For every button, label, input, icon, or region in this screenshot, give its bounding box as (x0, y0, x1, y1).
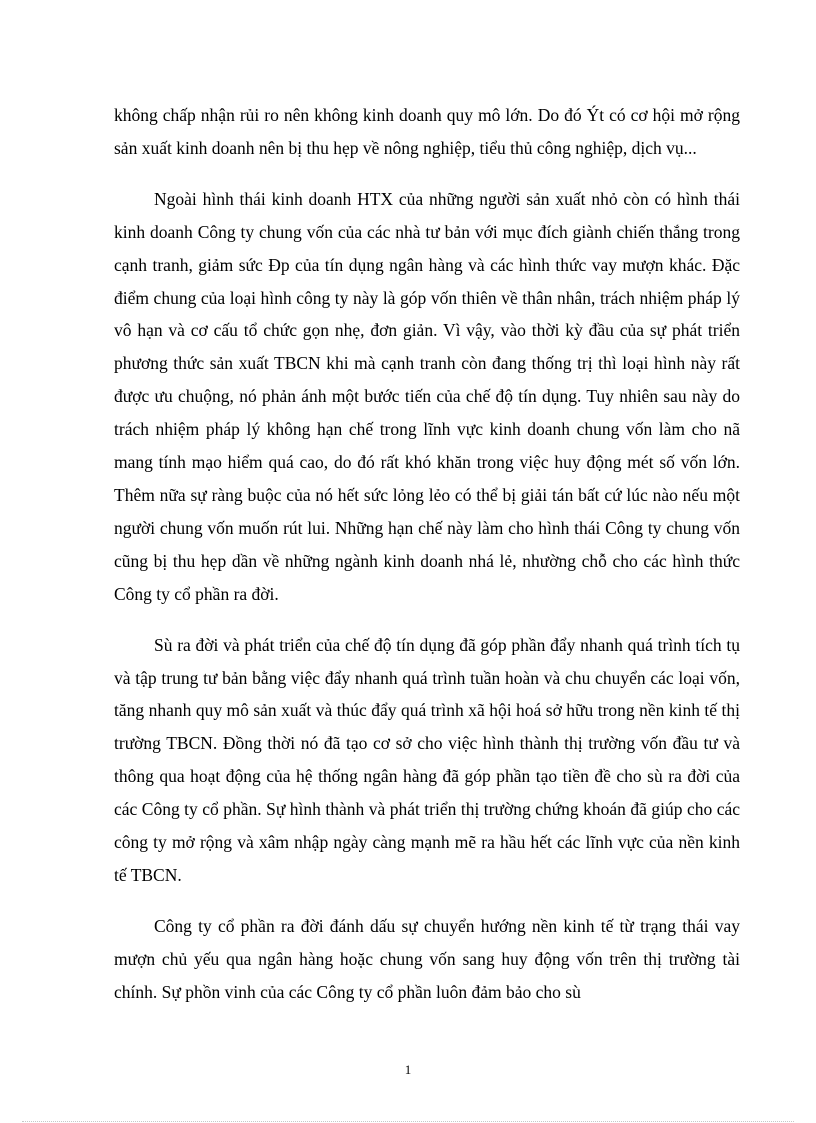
body-text (114, 99, 740, 1009)
paragraph-4: Công ty cổ phần ra đời đánh dấu sự chuyển hướng nền kinh tế từ trạng thái vay mượn chủ yếu qua ngân hàng hoặc chung vốn sang huy động vốn trên thị trường tài chính. Sự phồn vinh của các Công ty cổ phần luôn đảm bảo cho sù (114, 915, 740, 1002)
paragraph-1: không chấp nhận rủi ro nên không kinh doanh quy mô lớn. Do đó Ýt có cơ hội mở rộng sản xuất kinh doanh nên bị thu hẹp về nông nghiệp, tiểu thủ công nghiệp, dịch vụ... (114, 105, 740, 158)
page-bottom-divider (22, 1121, 794, 1122)
paragraph-2: Ngoài hình thái kinh doanh HTX của những người sản xuất nhỏ còn có hình thái kinh doanh Công ty chung vốn của các nhà tư bản với mục đích giành chiến thắng trong cạnh tranh, giảm sức Đp của tín dụng ngân hàng và các hình thức vay mượn khác. Đặc điểm chung của loại hình công ty này là góp vốn thiên về thân nhân, trách nhiệm pháp lý vô hạn và cơ cấu tổ chức gọn nhẹ, đơn giản. Vì vậy, vào thời kỳ đầu của sự phát triển phương thức sản xuất TBCN khi mà cạnh tranh còn đang thống trị thì loại hình này rất được ưu chuộng, nó phản ánh một bước tiến của chế độ tín dụng. Tuy nhiên sau này do trách nhiệm pháp lý không hạn chế trong lĩnh vực kinh doanh chung vốn làm cho nã mang tính mạo hiểm quá cao, do đó rất khó khăn trong việc huy động mét số vốn lớn. Thêm nữa sự ràng buộc của nó hết sức lỏng lẻo có thể bị giải tán bất cứ lúc nào nếu một người chung vốn muốn rút lui. Những hạn chế này làm cho hình thái Công ty chung vốn cũng bị thu hẹp dần về những ngành kinh doanh nhá lẻ, nhường chỗ cho các hình thức Công ty cổ phần ra đời. (114, 188, 740, 604)
paragraph-3: Sù ra đời và phát triển của chế độ tín dụng đã góp phần đẩy nhanh quá trình tích tụ và tập trung tư bản bằng việc đẩy nhanh quá trình tuần hoàn và chu chuyển các loại vốn, tăng nhanh quy mô sản xuất và thúc đẩy quá trình xã hội hoá sở hữu trong nền kinh tế thị trường TBCN. Đồng thời nó đã tạo cơ sở cho việc hình thành thị trường vốn đầu tư và thông qua hoạt động của hệ thống ngân hàng đã góp phần tạo tiền đề cho sù ra đời của các Công ty cổ phần. Sự hình thành và phát triển thị trường chứng khoán đã giúp cho các công ty mở rộng và xâm nhập ngày càng mạnh mẽ ra hầu hết các lĩnh vực của nền kinh tế TBCN. (114, 634, 740, 885)
page-number: 1 (404, 1062, 412, 1077)
